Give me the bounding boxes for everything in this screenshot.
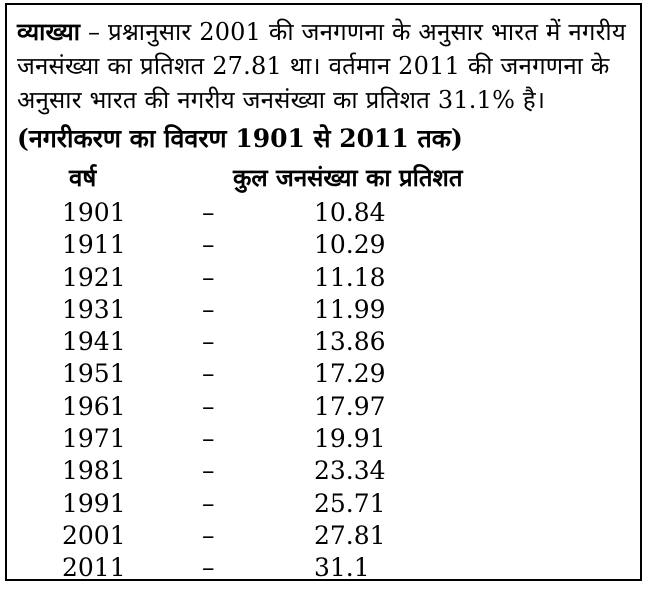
dash-cell: – <box>202 456 215 486</box>
dash-cell: – <box>202 262 215 292</box>
dash-cell: – <box>202 520 215 550</box>
table-row <box>7 229 640 261</box>
percent-cell: 25.71 <box>314 488 386 518</box>
dash-cell: – <box>202 198 215 227</box>
percent-cell: 10.29 <box>314 230 386 260</box>
explanation-lead: व्याख्या <box>17 17 81 46</box>
table-row <box>7 294 640 326</box>
year-cell: 1911 <box>62 230 126 260</box>
explanation-text: – प्रश्नानुसार 2001 की जनगणना के अनुसार भारत में नगरीय जनसंख्या का प्रतिशत 27.81 था। वर्तमान 2011 की जनगणना के अनुसार भारत की नगरीय जनसंख्या का प्रतिशत 31.1% है। <box>17 18 626 114</box>
year-cell: 1971 <box>62 424 126 454</box>
percent-cell: 10.84 <box>314 198 386 227</box>
percent-cell: 23.34 <box>314 456 386 486</box>
year-cell: 1921 <box>62 262 126 292</box>
percent-cell: 11.99 <box>314 294 386 324</box>
dash-cell: – <box>202 424 215 454</box>
dash-cell: – <box>202 230 215 260</box>
percent-cell: 17.29 <box>314 359 386 389</box>
year-cell: 1951 <box>62 359 126 389</box>
year-cell: 1931 <box>62 294 126 324</box>
dash-cell: – <box>202 294 215 324</box>
table-row <box>7 358 640 390</box>
year-cell: 2001 <box>62 520 126 550</box>
percent-cell: 13.86 <box>314 327 386 357</box>
urbanization-table <box>7 197 640 581</box>
percent-cell: 11.18 <box>314 262 386 292</box>
table-row <box>7 488 640 520</box>
table-row <box>7 326 640 358</box>
year-cell: 1981 <box>62 456 126 486</box>
table-row <box>7 520 640 552</box>
dash-cell: – <box>202 488 215 518</box>
year-column-header: वर्ष <box>69 163 97 192</box>
table-row <box>7 391 640 423</box>
percent-cell: 27.81 <box>314 520 386 550</box>
year-cell: 1991 <box>62 488 126 518</box>
dash-cell: – <box>202 553 215 581</box>
content-box <box>5 3 642 581</box>
year-cell: 1961 <box>62 391 126 421</box>
explanation-paragraph <box>17 15 632 117</box>
year-cell: 2011 <box>62 553 126 581</box>
dash-cell: – <box>202 359 215 389</box>
year-cell: 1901 <box>62 198 126 227</box>
dash-cell: – <box>202 391 215 421</box>
percent-cell: 19.91 <box>314 424 386 454</box>
percent-cell: 31.1 <box>314 553 370 581</box>
table-row <box>7 197 640 229</box>
urbanization-subheading: (नगरीकरण का विवरण 1901 से 2011 तक) <box>17 124 463 153</box>
table-row <box>7 423 640 455</box>
table-row <box>7 455 640 487</box>
dash-cell: – <box>202 327 215 357</box>
percent-cell: 17.97 <box>314 391 386 421</box>
year-cell: 1941 <box>62 327 126 357</box>
table-row <box>7 262 640 294</box>
percent-column-header: कुल जनसंख्या का प्रतिशत <box>233 163 463 192</box>
table-row <box>7 552 640 581</box>
